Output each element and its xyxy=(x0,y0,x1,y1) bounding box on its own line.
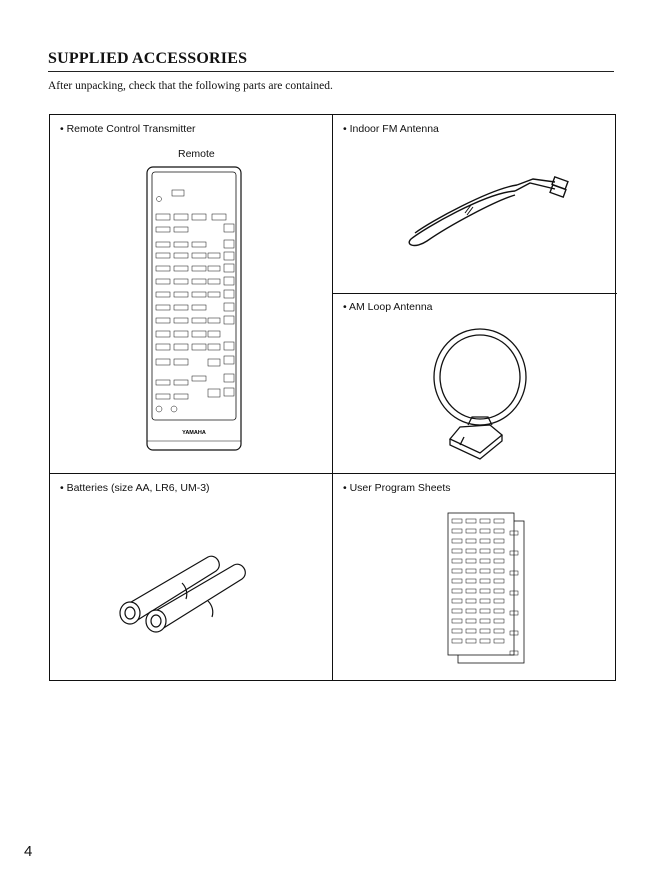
remote-brand-logo: YAMAHA xyxy=(182,430,206,436)
accessories-grid xyxy=(49,114,616,681)
grid-divider-vertical xyxy=(332,115,333,680)
fm-antenna-illustration xyxy=(405,173,585,253)
intro-text: After unpacking, check that the following parts are contained. xyxy=(48,80,333,92)
title-divider xyxy=(48,71,614,72)
grid-divider-right xyxy=(332,293,617,294)
page-title: SUPPLIED ACCESSORIES xyxy=(48,50,248,67)
remote-caption: • Remote Control Transmitter xyxy=(60,123,196,135)
user-program-sheets-illustration xyxy=(446,511,526,665)
remote-label: Remote xyxy=(178,148,215,160)
fm-antenna-caption: • Indoor FM Antenna xyxy=(343,123,439,135)
am-antenna-caption: • AM Loop Antenna xyxy=(343,301,433,313)
program-sheets-caption: • User Program Sheets xyxy=(343,482,451,494)
remote-control-illustration xyxy=(146,166,242,451)
grid-divider-horizontal xyxy=(50,473,615,474)
page-number: 4 xyxy=(24,843,33,860)
am-loop-antenna-illustration xyxy=(430,327,530,462)
batteries-caption: • Batteries (size AA, LR6, UM-3) xyxy=(60,482,210,494)
batteries-illustration xyxy=(112,547,262,637)
